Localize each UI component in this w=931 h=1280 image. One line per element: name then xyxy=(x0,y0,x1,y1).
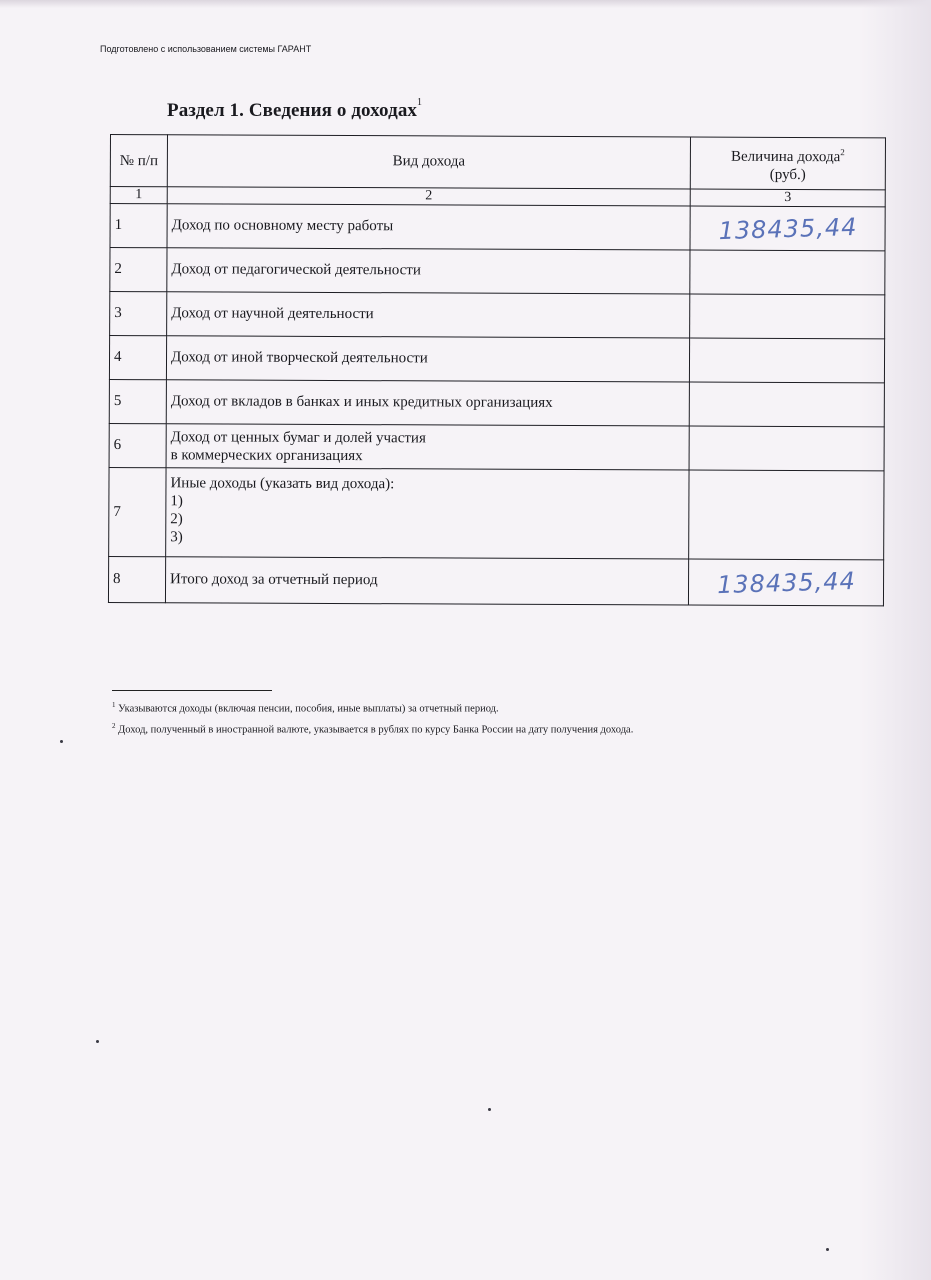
row-income-type: Доход от научной деятельности xyxy=(167,292,690,338)
row-number: 2 xyxy=(110,248,167,292)
row-income-type: Доход по основному месту работы xyxy=(167,204,690,250)
table-row xyxy=(109,336,884,383)
page-top-edge xyxy=(0,0,931,8)
sub-item: 3) xyxy=(170,529,183,546)
footnote-text: Указываются доходы (включая пенсии, пособия, иные выплаты) за отчетный период. xyxy=(118,703,499,715)
row-income-value xyxy=(688,559,883,606)
footnote-text: Доход, полученный в иностранной валюте, указывается в рублях по курсу Банка России на дату получения дохода. xyxy=(118,724,634,735)
column-index: 2 xyxy=(167,187,690,206)
table-row xyxy=(109,423,884,470)
column-index: 1 xyxy=(110,187,167,204)
row-income-type: Доход от педагогической деятельности xyxy=(167,248,690,294)
table-row xyxy=(110,204,885,251)
footnote-ref: 1 xyxy=(112,701,116,709)
section-title-text: Раздел 1. Сведения о доходах xyxy=(167,100,418,121)
row-number: 5 xyxy=(109,379,166,423)
footnote xyxy=(112,697,633,718)
table-header-row xyxy=(110,135,885,190)
row-income-value xyxy=(690,294,885,339)
header-amount-unit: (руб.) xyxy=(769,166,806,184)
row-income-type-line: в коммерческих организациях xyxy=(170,446,363,464)
table-row xyxy=(109,467,884,559)
header-income-type: Вид дохода xyxy=(167,135,690,189)
table-row xyxy=(109,379,884,426)
row-number: 7 xyxy=(109,467,166,556)
scan-speck xyxy=(96,1040,99,1043)
handwritten-value: 138435,44 xyxy=(716,566,856,599)
row-income-value xyxy=(689,338,884,383)
table-row xyxy=(110,292,885,339)
handwritten-value: 138435,44 xyxy=(717,212,858,245)
row-income-type: Доход от иной творческой деятельности xyxy=(166,336,689,382)
sub-item: 1) xyxy=(170,493,183,510)
row-income-value xyxy=(690,206,885,251)
scan-speck xyxy=(60,740,63,743)
section-title-footnote-ref: 1 xyxy=(417,96,423,108)
footnote xyxy=(112,718,633,739)
scan-speck xyxy=(488,1108,491,1111)
row-number: 4 xyxy=(109,336,166,380)
row-number: 8 xyxy=(108,556,165,602)
row-income-value xyxy=(689,426,884,471)
row-income-value xyxy=(689,382,884,427)
row-number: 3 xyxy=(110,292,167,336)
table-row xyxy=(108,556,883,605)
sub-item: 2) xyxy=(170,511,183,528)
footnote-divider xyxy=(112,690,272,691)
footnote-ref: 2 xyxy=(112,721,116,730)
header-note: Подготовлено с использованием системы ГАРАНТ xyxy=(100,44,312,54)
row-income-type-line: Иные доходы (указать вид дохода): xyxy=(170,475,395,493)
row-income-value xyxy=(690,250,885,295)
row-income-value xyxy=(689,470,884,560)
row-income-type xyxy=(166,424,689,470)
income-table xyxy=(108,134,886,606)
column-index: 3 xyxy=(690,189,885,207)
row-number: 6 xyxy=(109,423,166,467)
footnotes xyxy=(112,697,633,738)
header-number: № п/п xyxy=(110,135,167,187)
row-income-type: Доход от вкладов в банках и иных кредитных организациях xyxy=(166,380,689,426)
scan-speck xyxy=(826,1248,829,1251)
row-income-type xyxy=(166,468,689,559)
section-title xyxy=(167,96,423,122)
table-row xyxy=(110,248,885,295)
header-amount-label: Величина дохода xyxy=(730,148,841,166)
header-amount-footnote-ref: 2 xyxy=(840,147,845,158)
header-income-amount xyxy=(690,137,885,190)
row-number: 1 xyxy=(110,204,167,248)
row-income-type-line: Доход от ценных бумаг и долей участия xyxy=(170,428,426,446)
row-income-type: Итого доход за отчетный период xyxy=(165,557,688,605)
